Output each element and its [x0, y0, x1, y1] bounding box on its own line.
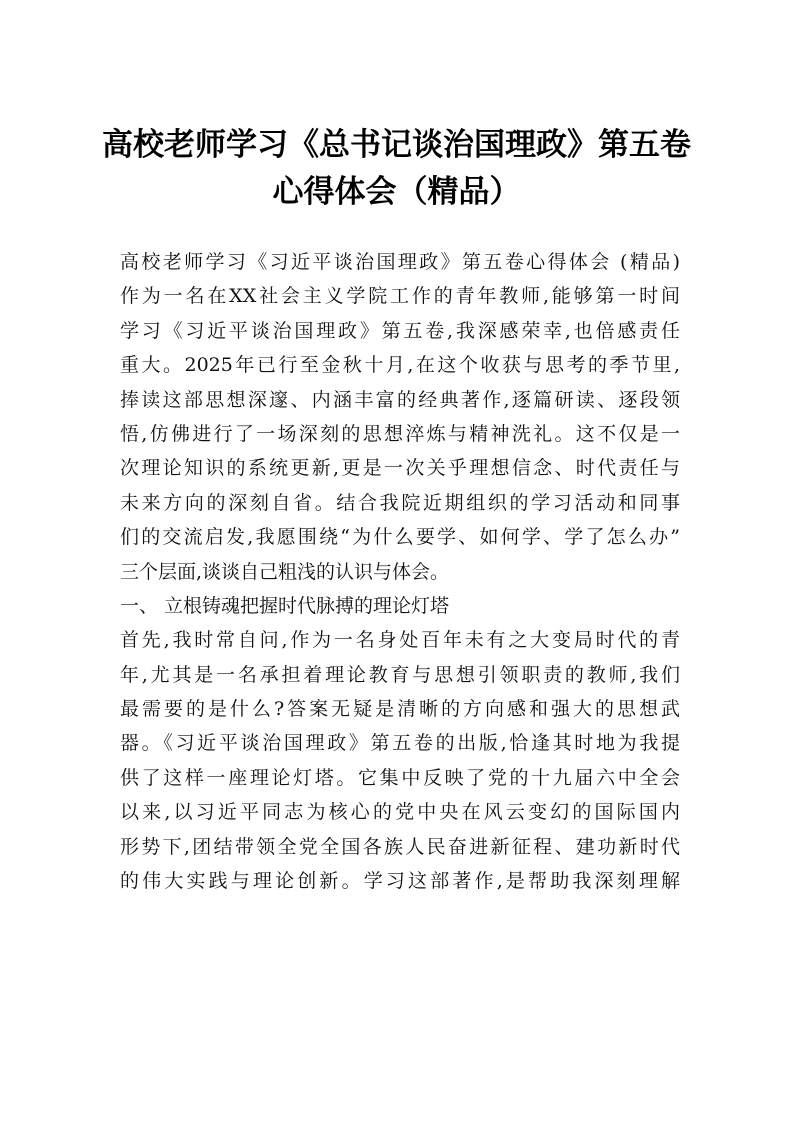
body-text-line: 高校老师学习《习近平谈治国理政》第五卷心得体会 (精品)	[120, 251, 680, 273]
body-text-line: 的伟大实践与理论创新。学习这部著作,是帮助我深刻理解	[120, 870, 680, 893]
body-text-line: 三个层面,谈谈自己粗浅的认识与体会。	[120, 560, 450, 583]
body-text-line: 首先,我时常自问,作为一名身处百年未有之大变局时代的青	[120, 629, 680, 652]
body-text-line: 重大。2025年已行至金秋十月,在这个收获与思考的季节里,	[120, 354, 680, 377]
body-text-line: 器。《习近平谈治国理政》第五卷的出版,恰逢其时地为我提	[120, 732, 680, 755]
body-text-line: 年,尤其是一名承担着理论教育与思想引领职责的教师,我们	[120, 663, 680, 686]
body-text-line: 捧读这部思想深邃、内涵丰富的经典著作,逐篇研读、逐段领	[120, 388, 680, 411]
document-title-line-2: 心得体会（精品）	[272, 174, 521, 210]
body-text-line: 们的交流启发,我愿围绕“为什么要学、如何学、学了怎么办”	[120, 526, 680, 549]
body-text-line: 未来方向的深刻自省。结合我院近期组织的学习活动和同事	[120, 491, 680, 514]
body-text-line: 作为一名在XX社会主义学院工作的青年教师,能够第一时间	[120, 285, 680, 308]
body-text-line: 以来,以习近平同志为核心的党中央在风云变幻的国际国内	[120, 801, 680, 824]
body-text-line: 一、 立根铸魂把握时代脉搏的理论灯塔	[120, 594, 450, 617]
document-title-line-1: 高校老师学习《总书记谈治国理政》第五卷	[102, 127, 691, 163]
body-text-line: 最需要的是什么?答案无疑是清晰的方向感和强大的思想武	[120, 698, 680, 721]
body-text-line: 次理论知识的系统更新,更是一次关乎理想信念、时代责任与	[120, 457, 680, 480]
body-text-line: 学习《习近平谈治国理政》第五卷,我深感荣幸,也倍感责任	[120, 319, 680, 342]
body-text-line: 供了这样一座理论灯塔。它集中反映了党的十九届六中全会	[120, 766, 680, 789]
document-body	[120, 245, 680, 898]
body-text-line: 悟,仿佛进行了一场深刻的思想淬炼与精神洗礼。这不仅是一	[120, 422, 680, 445]
body-text-line: 形势下,团结带领全党全国各族人民奋进新征程、建功新时代	[120, 835, 680, 858]
